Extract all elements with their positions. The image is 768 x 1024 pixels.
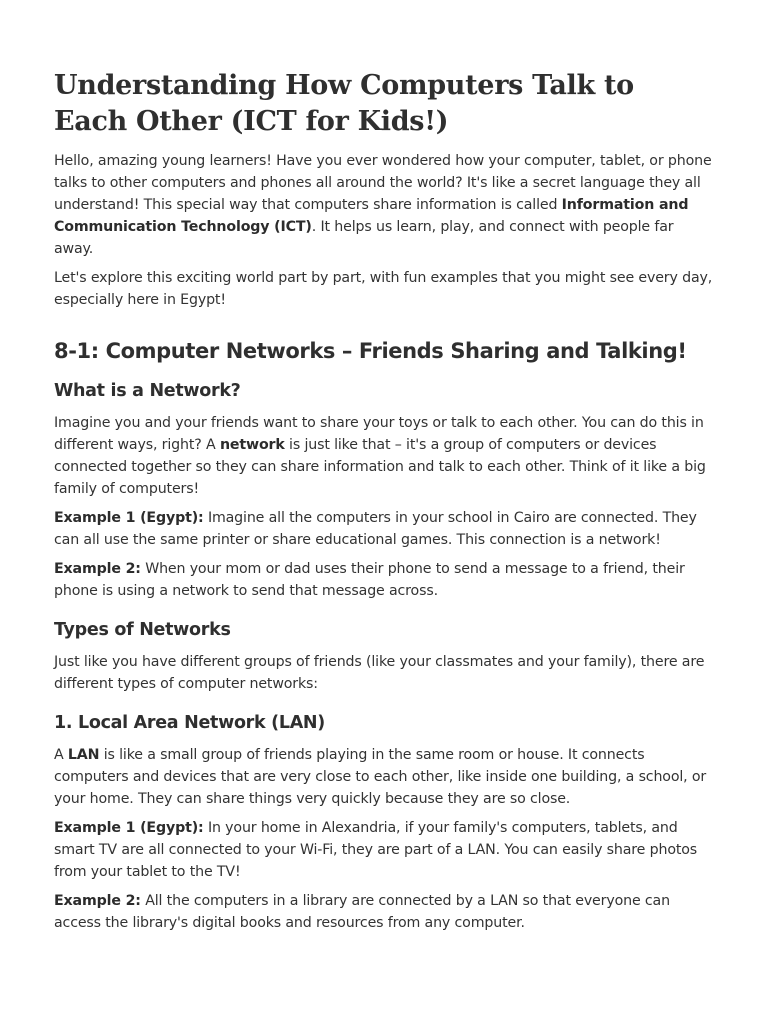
- network-example-2: [54, 558, 714, 602]
- lan-example-1: [54, 817, 714, 883]
- example-text: In your home in Alexandria, if your family's computers, tablets, and smart TV are all connected to your Wi-Fi, they are part of a LAN. You can easily share photos from your tablet to the TV!: [54, 820, 698, 880]
- section-heading: 8-1: Computer Networks – Friends Sharing and Talking!: [54, 339, 687, 363]
- page-title: Understanding How Computers Talk to Each Other (ICT for Kids!): [54, 70, 634, 137]
- document-page: [54, 68, 714, 941]
- example-label: Example 2:: [54, 893, 141, 909]
- example-text: When your mom or dad uses their phone to send a message to a friend, their phone is using a network to send that message across.: [54, 561, 685, 599]
- network-definition-text-end: is just like that – it's a group of computers or devices connected together so they can share information and talk to each other. Think of it like a big family of computers!: [54, 437, 706, 497]
- lan-definition-paragraph: [54, 744, 714, 810]
- intro-paragraph-1: [54, 150, 714, 260]
- network-example-1: [54, 507, 714, 551]
- intro-paragraph-2: Let's explore this exciting world part by part, with fun examples that you might see every day, especially here in Egypt!: [54, 270, 713, 308]
- intro-text-end: . It helps us learn, play, and connect with people far away.: [54, 219, 674, 257]
- lan-term: LAN: [67, 747, 100, 763]
- example-text: All the computers in a library are connected by a LAN so that everyone can access the library's digital books and resources from any computer.: [54, 893, 670, 931]
- lan-definition-text-end: is like a small group of friends playing in the same room or house. It connects computers and devices that are very close to each other, like inside one building, a school, or your home. They can share things very quickly because they are so close.: [54, 747, 707, 807]
- example-text: Imagine all the computers in your school in Cairo are connected. They can all use the same printer or share educational games. This connection is a network!: [54, 510, 697, 548]
- ict-term: Information and Communication Technology (ICT): [54, 197, 689, 235]
- types-intro-paragraph: Just like you have different groups of friends (like your classmates and your family), there are different types of computer networks:: [54, 654, 705, 692]
- network-definition-text: Imagine you and your friends want to share your toys or talk to each other. You can do this in different ways, right? A: [54, 415, 704, 453]
- types-of-networks-heading: Types of Networks: [54, 620, 231, 640]
- what-is-network-heading: What is a Network?: [54, 381, 241, 401]
- example-label: Example 2:: [54, 561, 141, 577]
- lan-example-2: [54, 890, 714, 934]
- lan-definition-text: A: [54, 747, 68, 763]
- lan-heading: 1. Local Area Network (LAN): [54, 713, 325, 733]
- network-term: network: [219, 437, 285, 453]
- intro-text: Hello, amazing young learners! Have you ever wondered how your computer, tablet, or phone talks to other computers and phones all around the world? It's like a secret language they all understand! This special way that computers share information is called: [54, 153, 712, 213]
- network-definition-paragraph: [54, 412, 714, 500]
- example-label: Example 1 (Egypt):: [54, 820, 204, 836]
- example-label: Example 1 (Egypt):: [54, 510, 204, 526]
